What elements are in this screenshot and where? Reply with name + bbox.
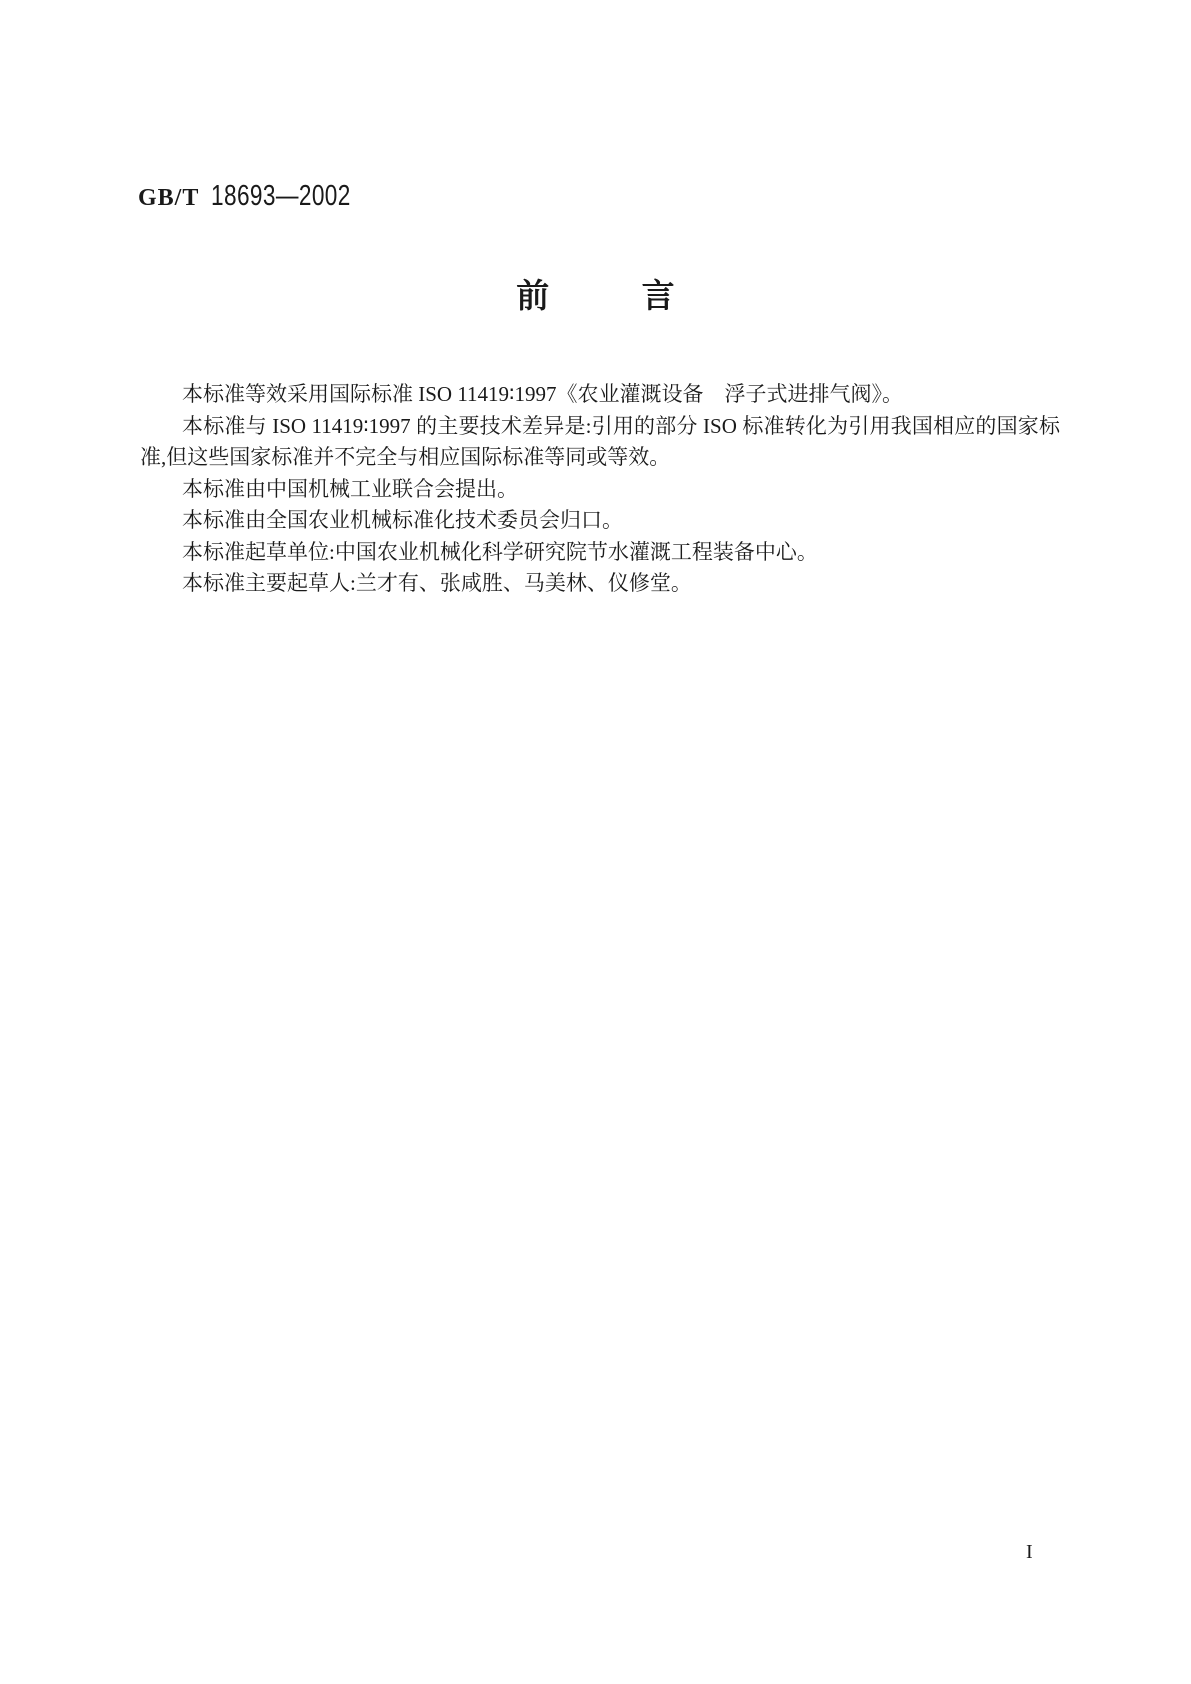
foreword-paragraph: 本标准由全国农业机械标准化技术委员会归口。 [182, 508, 623, 532]
foreword-body [140, 379, 1060, 600]
foreword-paragraph: 本标准起草单位:中国农业机械化科学研究院节水灌溉工程装备中心。 [182, 539, 818, 564]
standard-code [138, 180, 391, 213]
page-number: I [1026, 1541, 1033, 1563]
page-title: 前言 [516, 279, 768, 315]
foreword-paragraph: 本标准与 ISO 11419∶1997 的主要技术差异是:引用的部分 ISO 标准转化为引用我国相应的国家标准,但这些国家标准并不完全与相应国际标准等同或等效。 [140, 413, 1060, 469]
foreword-paragraph: 本标准等效采用国际标准 ISO 11419∶1997《农业灌溉设备 浮子式进排气阀》。 [182, 382, 904, 406]
standard-code-prefix: GB/T [138, 185, 200, 211]
foreword-paragraph: 本标准主要起草人:兰才有、张咸胜、马美林、仪修堂。 [182, 571, 692, 595]
foreword-paragraph: 本标准由中国机械工业联合会提出。 [182, 476, 518, 501]
standard-code-number: 18693—2002 [211, 180, 352, 212]
